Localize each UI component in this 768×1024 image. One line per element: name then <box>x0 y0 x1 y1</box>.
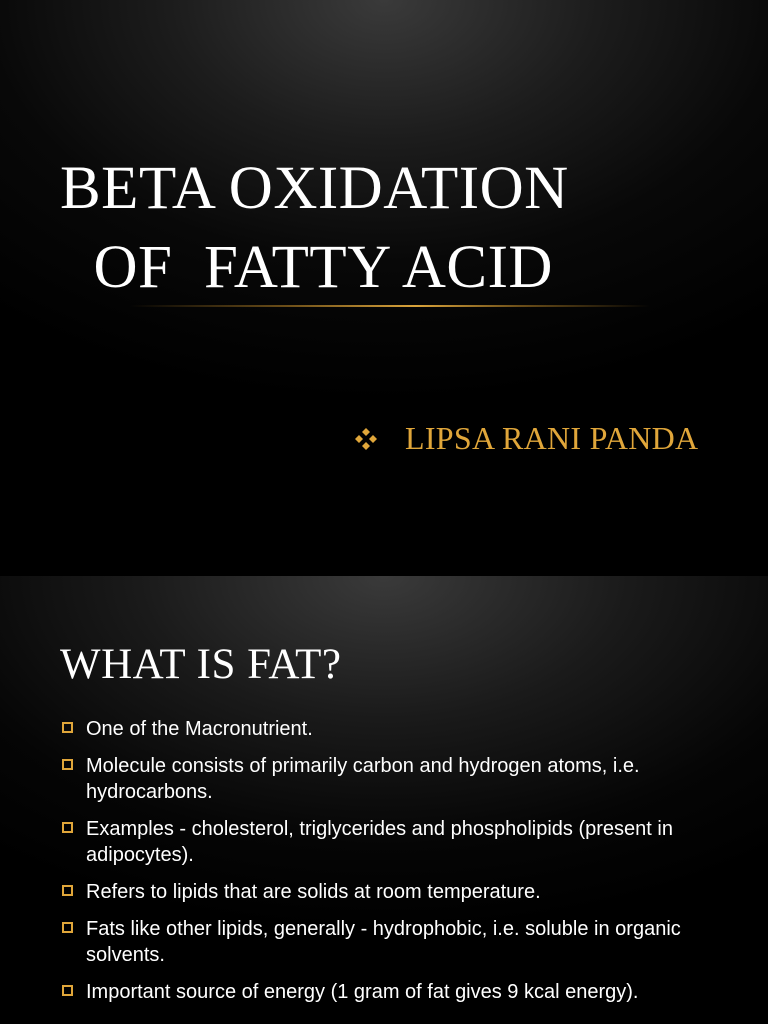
bullet-item <box>62 916 742 968</box>
content-slide <box>0 576 768 1024</box>
author-name: LIPSA RANI PANDA <box>405 420 699 456</box>
slide-title-line-1: BETA OXIDATION <box>60 155 569 222</box>
hollow-square-bullet-icon <box>62 722 73 733</box>
bullet-item <box>62 753 742 805</box>
bullet-text: Examples - cholesterol, triglycerides and phospholipids (present in adipocytes). <box>86 818 673 866</box>
bullet-list <box>62 716 742 1016</box>
hollow-square-bullet-icon <box>62 885 73 896</box>
hollow-square-bullet-icon <box>62 822 73 833</box>
bullet-text: Refers to lipids that are solids at room temperature. <box>86 881 541 903</box>
hollow-square-bullet-icon <box>62 759 73 770</box>
diamond-bullet-icon <box>355 428 377 450</box>
slide-title-line-2: OF FATTY ACID <box>62 234 553 301</box>
hollow-square-bullet-icon <box>62 985 73 996</box>
hollow-square-bullet-icon <box>62 922 73 933</box>
bullet-item <box>62 979 742 1005</box>
bullet-item <box>62 716 742 742</box>
bullet-text: Molecule consists of primarily carbon and hydrogen atoms, i.e. hydrocarbons. <box>86 755 640 803</box>
bullet-text: Important source of energy (1 gram of fat gives 9 kcal energy). <box>86 981 639 1003</box>
bullet-text: Fats like other lipids, generally - hydrophobic, i.e. soluble in organic solvents. <box>86 918 681 966</box>
slide-heading: WHAT IS FAT? <box>60 641 342 688</box>
bullet-text: One of the Macronutrient. <box>86 718 313 740</box>
title-divider <box>130 305 650 307</box>
author-row <box>355 420 698 457</box>
bullet-item <box>62 879 742 905</box>
bullet-item <box>62 816 742 868</box>
